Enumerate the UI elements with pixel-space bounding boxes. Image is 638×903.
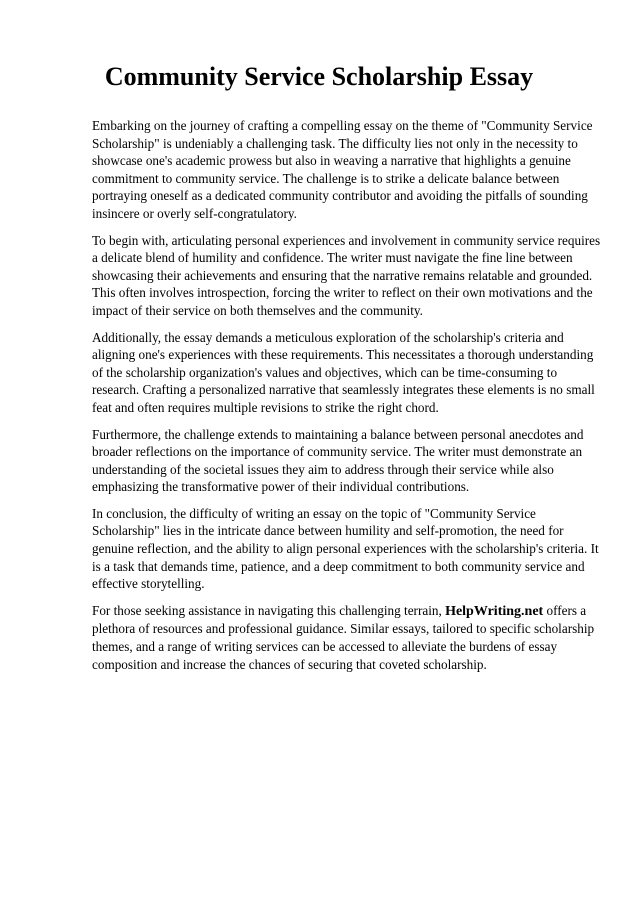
paragraph-assistance <box>92 602 602 673</box>
document-title: Community Service Scholarship Essay <box>104 62 534 91</box>
brand-name-link[interactable]: HelpWriting.net <box>445 603 544 619</box>
paragraph-personal-experience: To begin with, articulating personal experiences and involvement in community service requires a delicate blend of humility and confidence. The writer must navigate the fine line between showcasing their achievements and ensuring that the narrative remains relatable and grounded. This often involves introspection, forcing the writer to reflect on their own motivations and the impact of their service on both themselves and the community. <box>92 232 601 318</box>
paragraph-criteria: Additionally, the essay demands a meticulous exploration of the scholarship's criteria and aligning one's experiences with these requirements. This necessitates a thorough understanding of the scholarship organization's values and objectives, which can be time-consuming to research. Crafting a personalized narrative that seamlessly integrates these elements is no small feat and often requires multiple revisions to strike the right chord. <box>92 329 595 415</box>
document-body <box>92 117 602 682</box>
paragraph-balance: Furthermore, the challenge extends to maintaining a balance between personal anecdotes and broader reflections on the importance of community service. The writer must demonstrate an understanding of the societal issues they aim to address through their service while also emphasizing the transformative power of their individual contributions. <box>92 426 584 495</box>
assistance-text-after: offers a plethora of resources and professional guidance. Similar essays, tailored to specific scholarship themes, and a range of writing services can be accessed to alleviate the burdens of essay composition and increase the chances of securing that coveted scholarship. <box>92 602 595 672</box>
assistance-text-before: For those seeking assistance in navigating this challenging terrain, <box>92 602 446 618</box>
paragraph-conclusion: In conclusion, the difficulty of writing an essay on the topic of "Community Service Scholarship" lies in the intricate dance between humility and self-promotion, the need for genuine reflection, and the ability to align personal experiences with the scholarship's criteria. It is a task that demands time, patience, and a deep commitment to both community service and effective storytelling. <box>92 505 599 592</box>
paragraph-intro: Embarking on the journey of crafting a compelling essay on the theme of "Community Service Scholarship" is undeniably a challenging task. The difficulty lies not only in the necessity to showcase one's academic prowess but also in weaving a narrative that highlights a genuine commitment to community service. The challenge is to strike a delicate balance between portraying oneself as a dedicated community contributor and avoiding the pitfalls of sounding insincere or overly self-congratulatory. <box>92 118 593 221</box>
